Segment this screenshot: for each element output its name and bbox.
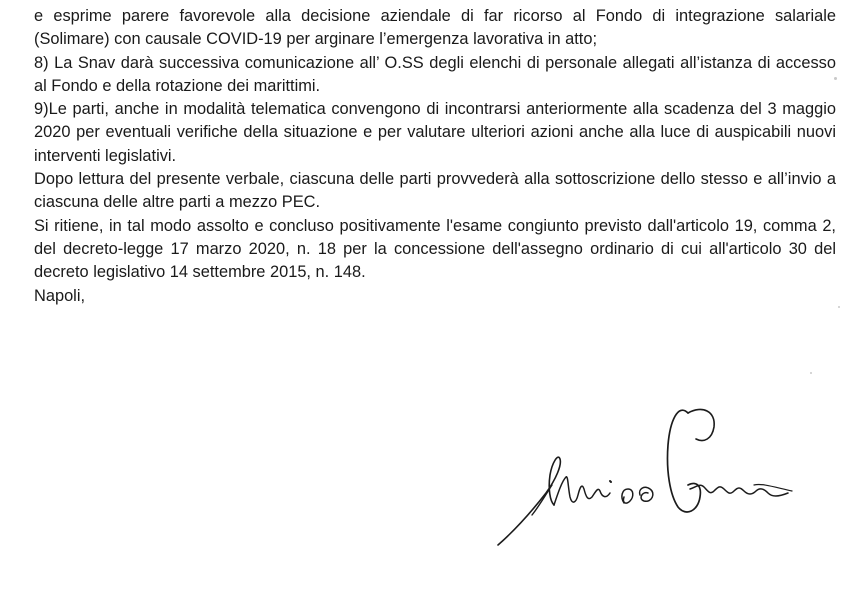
scan-speck: [810, 372, 812, 374]
paragraph-item-8: 8) La Snav darà successiva comunicazione all’ O.SS degli elenchi di personale allegati all’istanza di accesso al Fondo e della rotazione dei marittimi.: [34, 53, 836, 95]
place-line: Napoli,: [34, 286, 86, 305]
scan-speck: [838, 306, 840, 308]
scan-speck: [834, 77, 837, 80]
paragraph-opinion: e esprime parere favorevole alla decisione aziendale di far ricorso al Fondo di integrazione salariale (Solimare) con causale COVID-19 per arginare l’emergenza lavorativa in atto;: [34, 7, 836, 49]
document-body: [34, 5, 836, 308]
paragraph-signing: Dopo lettura del presente verbale, ciascuna delle parti provvederà alla sottoscrizione dello stesso e all’invio a ciascuna delle altre parti a mezzo PEC.: [34, 170, 836, 212]
paragraph-item-9: 9)Le parti, anche in modalità telematica convengono di incontrarsi anteriormente alla scadenza del 3 maggio 2020 per eventuali verifiche della situazione e per valutare ulteriori azioni anche alla luce di auspicabili nuovi interventi legislativi.: [34, 100, 836, 165]
handwritten-signature-icon: [492, 393, 802, 553]
paragraph-conclusion: Si ritiene, in tal modo assolto e concluso positivamente l'esame congiunto previsto dall'articolo 19, comma 2, del decreto-legge 17 marzo 2020, n. 18 per la concessione dell'assegno ordinario di cui all'articolo 30 del decreto legislativo 14 settembre 2015, n. 148.: [34, 216, 836, 282]
